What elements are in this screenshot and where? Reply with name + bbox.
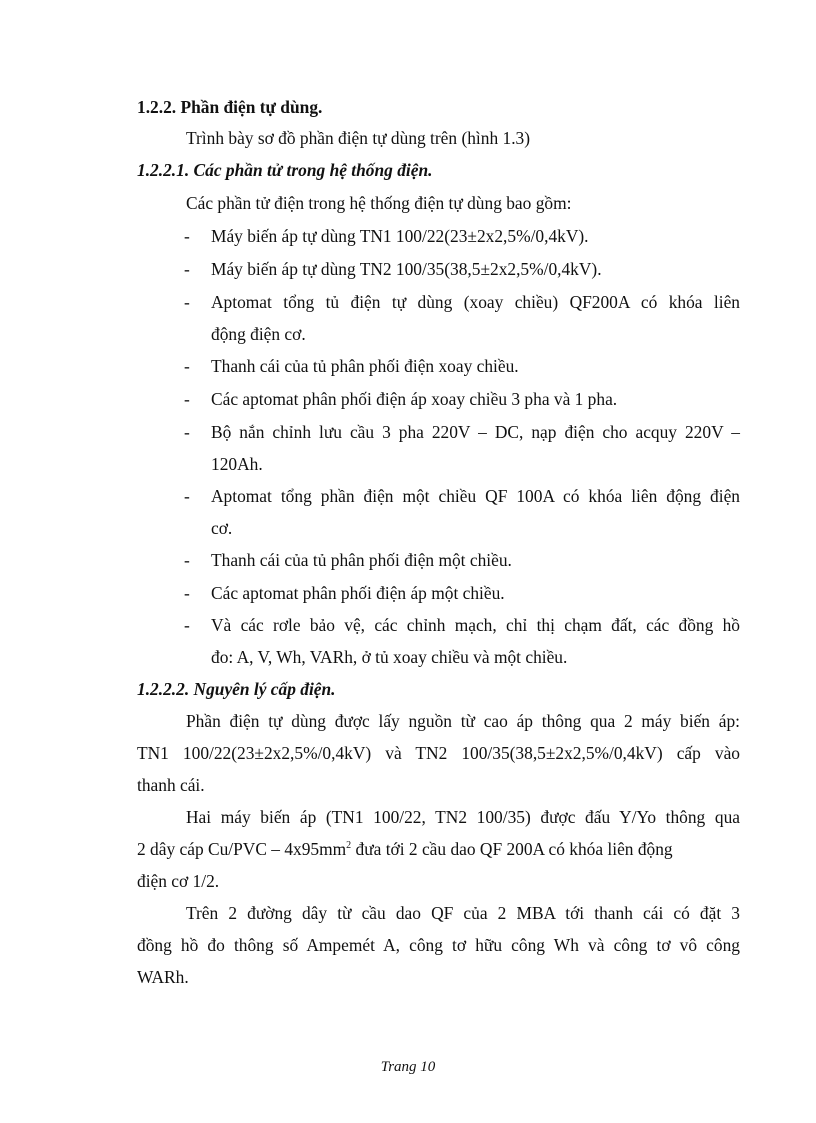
list-item-continuation: động điện cơ. — [211, 324, 306, 344]
list-item: Các aptomat phân phối điện áp xoay chiều 3 pha và 1 pha. — [211, 389, 618, 409]
bullet-dash: - — [184, 615, 190, 635]
elements-intro: Các phần tử điện trong hệ thống điện tự dùng bao gồm: — [186, 193, 572, 213]
page-number-footer: Trang 10 — [380, 1059, 436, 1075]
cable-spec-text: 2 dây cáp Cu/PVC – 4x95mm — [137, 839, 347, 859]
list-item: Các aptomat phân phối điện áp một chiều. — [211, 583, 505, 603]
list-item: Máy biến áp tự dùng TN2 100/35(38,5±2x2,5%/0,4kV). — [211, 259, 602, 279]
paragraph-line: điện cơ 1/2. — [137, 871, 220, 891]
paragraph-line: WARh. — [137, 967, 189, 987]
bullet-dash: - — [184, 389, 190, 409]
list-item: Bộ nắn chỉnh lưu cầu 3 pha 220V – DC, nạp điện cho acquy 220V – — [211, 422, 740, 442]
paragraph-line: TN1 100/22(23±2x2,5%/0,4kV) và TN2 100/35(38,5±2x2,5%/0,4kV) cấp vào — [137, 743, 740, 763]
bullet-dash: - — [184, 259, 190, 279]
bullet-dash: - — [184, 422, 190, 442]
subsection-heading-elements: 1.2.2.1. Các phần tử trong hệ thống điện. — [137, 160, 433, 180]
section-heading: 1.2.2. Phần điện tự dùng. — [137, 97, 323, 117]
list-item: Aptomat tổng phần điện một chiều QF 100A có khóa liên động điện — [211, 486, 740, 506]
bullet-dash: - — [184, 292, 190, 312]
list-item-continuation: đo: A, V, Wh, VARh, ở tủ xoay chiều và một chiều. — [211, 647, 568, 667]
list-item: Và các rơle bảo vệ, các chỉnh mạch, chỉ thị chạm đất, các đồng hồ — [211, 615, 740, 635]
list-item-continuation: 120Ah. — [211, 454, 263, 474]
paragraph-line: Hai máy biến áp (TN1 100/22, TN2 100/35) được đấu Y/Yo thông qua — [186, 807, 740, 827]
bullet-dash: - — [184, 550, 190, 570]
paragraph-line: Phần điện tự dùng được lấy nguồn từ cao áp thông qua 2 máy biến áp: — [186, 711, 740, 731]
paragraph-text: đưa tới 2 cầu dao QF 200A có khóa liên động — [351, 839, 673, 859]
paragraph-line — [137, 839, 740, 859]
bullet-dash: - — [184, 583, 190, 603]
bullet-dash: - — [184, 226, 190, 246]
paragraph-line: đồng hồ đo thông số Ampemét A, công tơ hữu công Wh và công tơ vô công — [137, 935, 740, 955]
subsection-heading-principle: 1.2.2.2. Nguyên lý cấp điện. — [137, 679, 336, 699]
paragraph-line: thanh cái. — [137, 775, 205, 795]
superscript-two: 2 — [346, 840, 352, 851]
paragraph-line: Trên 2 đường dây từ cầu dao QF của 2 MBA tới thanh cái có đặt 3 — [186, 903, 740, 923]
list-item: Thanh cái của tủ phân phối điện xoay chiều. — [211, 356, 519, 376]
list-item: Thanh cái của tủ phân phối điện một chiều. — [211, 550, 512, 570]
bullet-dash: - — [184, 356, 190, 376]
bullet-dash: - — [184, 486, 190, 506]
intro-text: Trình bày sơ đồ phần điện tự dùng trên (hình 1.3) — [186, 128, 531, 148]
list-item: Máy biến áp tự dùng TN1 100/22(23±2x2,5%/0,4kV). — [211, 226, 589, 246]
list-item: Aptomat tổng tủ điện tự dùng (xoay chiều) QF200A có khóa liên — [211, 292, 740, 312]
list-item-continuation: cơ. — [211, 518, 233, 538]
